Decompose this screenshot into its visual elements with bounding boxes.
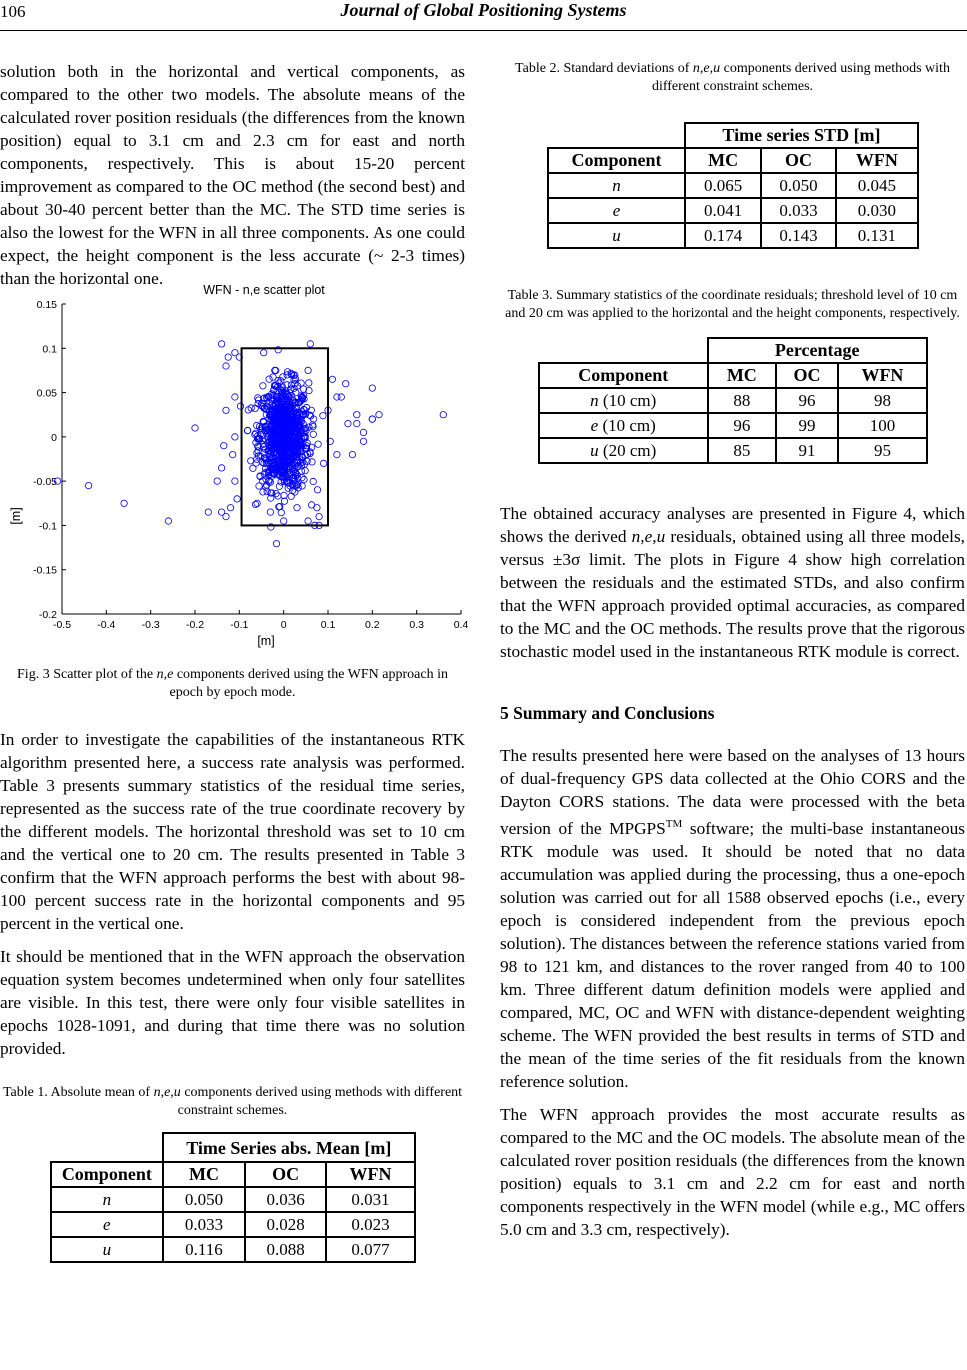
- y-tick-label: -0.2: [38, 609, 57, 621]
- table-cell: 91: [776, 438, 839, 463]
- scatter-point: [376, 412, 382, 418]
- scatter-point: [165, 518, 171, 524]
- table-row: [548, 223, 918, 248]
- x-axis-label: [m]: [257, 634, 275, 648]
- table-2-header: MC: [685, 148, 760, 173]
- table-cell: 0.036: [245, 1187, 327, 1212]
- scatter-point: [234, 496, 240, 502]
- scatter-point: [345, 420, 351, 426]
- table-cell: e: [103, 1214, 111, 1234]
- scatter-point: [281, 518, 287, 524]
- scatter-point: [261, 350, 267, 356]
- paragraph-5: The results presented here were based on the analyses of 13 hours of dual-frequency GPS data collected at the Ohio CORS and the Dayton CORS stations. The data were processed with the beta version of the MPGPS™ software; the multi-base instantaneous RTK module was used. It should be noted that no data accumulation was applied during the processing, thus a one-epoch solution was carried out for all 1588 observed epochs (i.e., every epoch is considered independent from the previous epoch solution). The distances between the reference stations varied from 98 to 121 km, and distances to the rover ranged from 40 to 100 km. Three different datum definition models were applied and compared, MC, OC and WFN with distance-dependent weighting scheme. The WFN provided the best results in terms of STD and the mean of the time series of the fit residuals from the known reference solution.: [500, 746, 965, 1091]
- scatter-point: [360, 438, 366, 444]
- scatter-point: [225, 354, 231, 360]
- scatter-point: [320, 413, 326, 419]
- scatter-point: [260, 383, 266, 389]
- table-1-caption: Table 1. Absolute mean of n,e,u components derived using methods with different constraint schemes.: [2, 1085, 463, 1118]
- table-cell: u: [612, 225, 621, 245]
- table-cell: 0.077: [326, 1237, 414, 1262]
- y-tick-label: -0.1: [38, 520, 57, 533]
- y-tick-label: 0.1: [42, 343, 57, 356]
- scatter-point: [294, 505, 300, 511]
- y-tick-label: -0.05: [33, 476, 57, 489]
- x-tick-label: 0.4: [453, 619, 469, 631]
- table-cell: 0.031: [326, 1187, 414, 1212]
- table-row: [539, 388, 927, 413]
- table-2-header: OC: [761, 148, 836, 173]
- table-cell: n (10 cm): [539, 388, 708, 413]
- scatter-point: [354, 412, 360, 418]
- scatter-point: [85, 482, 91, 488]
- scatter-point: [316, 513, 322, 519]
- table-cell: 85: [708, 438, 776, 463]
- table-1-header: OC: [245, 1162, 327, 1187]
- table-row: [548, 173, 918, 198]
- table-cell: 0.030: [836, 198, 917, 223]
- scatter-point: [244, 428, 250, 434]
- x-tick-label: -0.4: [97, 619, 116, 631]
- scatter-point: [309, 459, 315, 465]
- table-row: [51, 1187, 415, 1212]
- table-row: [539, 438, 927, 463]
- table-cell: 0.131: [836, 223, 917, 248]
- table-3-blank-cell: [539, 338, 708, 363]
- table-cell: 0.033: [163, 1212, 245, 1237]
- scatter-point: [254, 500, 260, 506]
- scatter-point: [314, 487, 320, 493]
- table-cell: 95: [838, 438, 926, 463]
- scatter-point: [270, 374, 276, 380]
- scatter-point: [121, 500, 127, 506]
- table-cell: 0.050: [761, 173, 836, 198]
- right-column: [500, 60, 965, 1251]
- x-tick-label: 0.2: [365, 619, 380, 631]
- y-tick-label: 0: [51, 431, 57, 444]
- table-cell: 98: [838, 388, 926, 413]
- scatter-point: [232, 434, 238, 440]
- scatter-point: [218, 465, 224, 471]
- table-cell: e: [612, 200, 621, 220]
- scatter-point: [320, 460, 326, 466]
- table-cell: 88: [708, 388, 776, 413]
- journal-title: Journal of Global Positioning Systems: [340, 0, 627, 20]
- section-heading: 5 Summary and Conclusions: [500, 703, 715, 723]
- scatter-plot: [0, 283, 469, 668]
- table-cell: e (10 cm): [539, 413, 708, 438]
- scatter-point: [276, 483, 282, 489]
- scatter-point: [250, 465, 256, 471]
- scatter-point: [314, 505, 320, 511]
- scatter-point: [263, 484, 269, 490]
- scatter-point: [440, 412, 446, 418]
- scatter-point: [230, 451, 236, 457]
- scatter-point: [305, 367, 311, 373]
- table-cell: n: [612, 175, 621, 195]
- scatter-point: [343, 381, 349, 387]
- x-tick-label: 0.3: [409, 619, 424, 631]
- table-cell: 0.174: [685, 223, 760, 248]
- chart-title: WFN - n,e scatter plot: [203, 283, 325, 297]
- table-3-caption: Table 3. Summary statistics of the coordinate residuals; threshold level of 10 cm and 20 cm was applied to the horizontal and the height components, respectively.: [505, 288, 960, 321]
- table-3-header: WFN: [838, 363, 926, 388]
- scatter-point: [232, 478, 238, 484]
- scatter-point: [214, 478, 220, 484]
- y-axis-label: [m]: [9, 507, 23, 525]
- x-tick-label: 0.1: [320, 619, 336, 631]
- table-1-header: Component: [51, 1162, 164, 1187]
- y-tick-label: 0.05: [36, 387, 57, 400]
- table-2-header: WFN: [836, 148, 917, 173]
- table-row: [51, 1237, 415, 1262]
- x-tick-label: -0.2: [185, 619, 205, 631]
- table-2-group-header: Time series STD [m]: [685, 123, 917, 148]
- scatter-point: [273, 541, 279, 547]
- scatter-point: [334, 394, 340, 400]
- table-2-header: Component: [548, 148, 686, 173]
- scatter-point: [205, 509, 211, 515]
- x-tick-label: -0.1: [230, 619, 249, 631]
- table-cell: 0.050: [163, 1187, 245, 1212]
- table-cell: 100: [838, 413, 926, 438]
- page-header: [0, 0, 967, 31]
- table-1-header: MC: [163, 1162, 245, 1187]
- table-2-blank-cell: [548, 123, 686, 148]
- table-cell: 0.028: [245, 1212, 327, 1237]
- scatter-point: [329, 376, 335, 382]
- table-cell: 99: [776, 413, 839, 438]
- scatter-point: [232, 394, 238, 400]
- y-tick-label: -0.15: [33, 564, 57, 577]
- table-2-caption: Table 2. Standard deviations of n,e,u components derived using methods with different constraint schemes.: [515, 61, 950, 94]
- scatter-point: [360, 429, 366, 435]
- scatter-point: [305, 518, 311, 524]
- scatter-point: [192, 425, 198, 431]
- scatter-point: [369, 385, 375, 391]
- scatter-point: [218, 341, 224, 347]
- scatter-point: [221, 443, 227, 449]
- table-cell: 0.033: [761, 198, 836, 223]
- figure-3: [0, 283, 469, 668]
- scatter-point: [223, 407, 229, 413]
- y-tick-label: 0.15: [36, 299, 57, 311]
- scatter-point: [266, 376, 272, 382]
- table-row: [539, 413, 927, 438]
- scatter-point: [223, 363, 229, 369]
- table-cell: 96: [776, 388, 839, 413]
- table-cell: 0.116: [163, 1237, 245, 1262]
- table-cell: 0.045: [836, 173, 917, 198]
- scatter-point: [349, 451, 355, 457]
- table-cell: n: [102, 1189, 112, 1209]
- scatter-point: [315, 441, 321, 447]
- scatter-point: [223, 513, 229, 519]
- paragraph-6: The WFN approach provides the most accurate results as compared to the MC and the OC models. The absolute mean of the calculated rover position residuals (the differences from the known position) equals to 3.1 cm and 2.2 cm for east and north components respectively in the WFN model (while e.g., MC offers 5.0 cm and 3.3 cm, respectively).: [500, 1104, 965, 1239]
- page-number: 106: [0, 2, 26, 21]
- scatter-point: [354, 420, 360, 426]
- paragraph-4: The obtained accuracy analyses are presented in Figure 4, which shows the derived n,e,u residuals, obtained using all three models, versus ±3σ limit. The plots in Figure 4 show high correlation between the residuals and the estimated STDs, and also confirm that the WFN approach provided optimal accuracies, as compared to the MC and the OC methods. The results prove that the rigorous stochastic model used in the instantaneous RTK module is correct.: [500, 504, 965, 661]
- scatter-point: [267, 509, 273, 515]
- scatter-point: [237, 403, 243, 409]
- scatter-point: [334, 451, 340, 457]
- paragraph-3: It should be mentioned that in the WFN approach the observation equation system becomes undetermined when only four satellites are visible. In this test, there were only four visible satellites in epochs 1028-1091, and during that time there was no solution provided.: [0, 947, 465, 1058]
- table-3-header: OC: [776, 363, 839, 388]
- table-row: [548, 198, 918, 223]
- table-cell: 0.023: [326, 1212, 414, 1237]
- scatter-point: [301, 476, 307, 482]
- table-3-header: Component: [539, 363, 708, 388]
- table-cell: 96: [708, 413, 776, 438]
- table-3: [538, 337, 928, 464]
- table-cell: 0.088: [245, 1237, 327, 1262]
- x-tick-label: -0.5: [52, 619, 72, 631]
- table-1: [50, 1132, 416, 1263]
- table-2: [547, 122, 919, 249]
- x-tick-label: 0: [280, 619, 287, 631]
- table-cell: 0.041: [685, 198, 760, 223]
- paragraph-2: In order to investigate the capabilities of the instantaneous RTK algorithm presented here, a success rate analysis was performed. Table 3 presents summary statistics of the residual time series, represented as the success rate of the true coordinate recovery by the different models. The horizontal threshold was set to 10 cm and the vertical one to 20 cm. The results presented in Table 3 confirm that the WFN approach performs the best with about 98-100 percent success rate in the horizontal components and 95 percent in the vertical one.: [0, 730, 465, 933]
- table-3-header: MC: [708, 363, 776, 388]
- scatter-point: [264, 488, 270, 494]
- table-cell: u (20 cm): [539, 438, 708, 463]
- table-1-header: WFN: [326, 1162, 414, 1187]
- table-1-group-header: Time Series abs. Mean [m]: [163, 1133, 414, 1162]
- scatter-point: [307, 341, 313, 347]
- table-3-group-header: Percentage: [708, 338, 927, 363]
- left-column: [0, 60, 469, 1263]
- table-cell: 0.065: [685, 173, 760, 198]
- figure-3-caption: Fig. 3 Scatter plot of the n,e components derived using the WFN approach in epoch by epoch mode.: [17, 667, 448, 700]
- scatter-point: [288, 493, 294, 499]
- scatter-point: [278, 510, 284, 516]
- x-tick-label: -0.3: [141, 619, 160, 631]
- scatter-point: [227, 505, 233, 511]
- scatter-point: [310, 431, 316, 437]
- table-cell: 0.143: [761, 223, 836, 248]
- table-1-blank-cell: [51, 1133, 164, 1162]
- scatter-point: [369, 416, 375, 422]
- scatter-point: [306, 380, 312, 386]
- paragraph-1: solution both in the horizontal and vertical components, as compared to the other two models. The absolute means of the calculated rover position residuals (the differences from the known position) equal to 3.1 cm and 2.3 cm for east and north components, respectively. This is about 15-20 percent improvement as compared to the OC method (the second best) and about 30-40 percent better than the MC. The STD time series is also the lowest for the WFN in all three components. As one could expect, the height component is the less accurate (~ 2-3 times) than the horizontal one.: [0, 62, 465, 288]
- scatter-point: [310, 478, 316, 484]
- table-cell: u: [102, 1239, 112, 1259]
- table-row: [51, 1212, 415, 1237]
